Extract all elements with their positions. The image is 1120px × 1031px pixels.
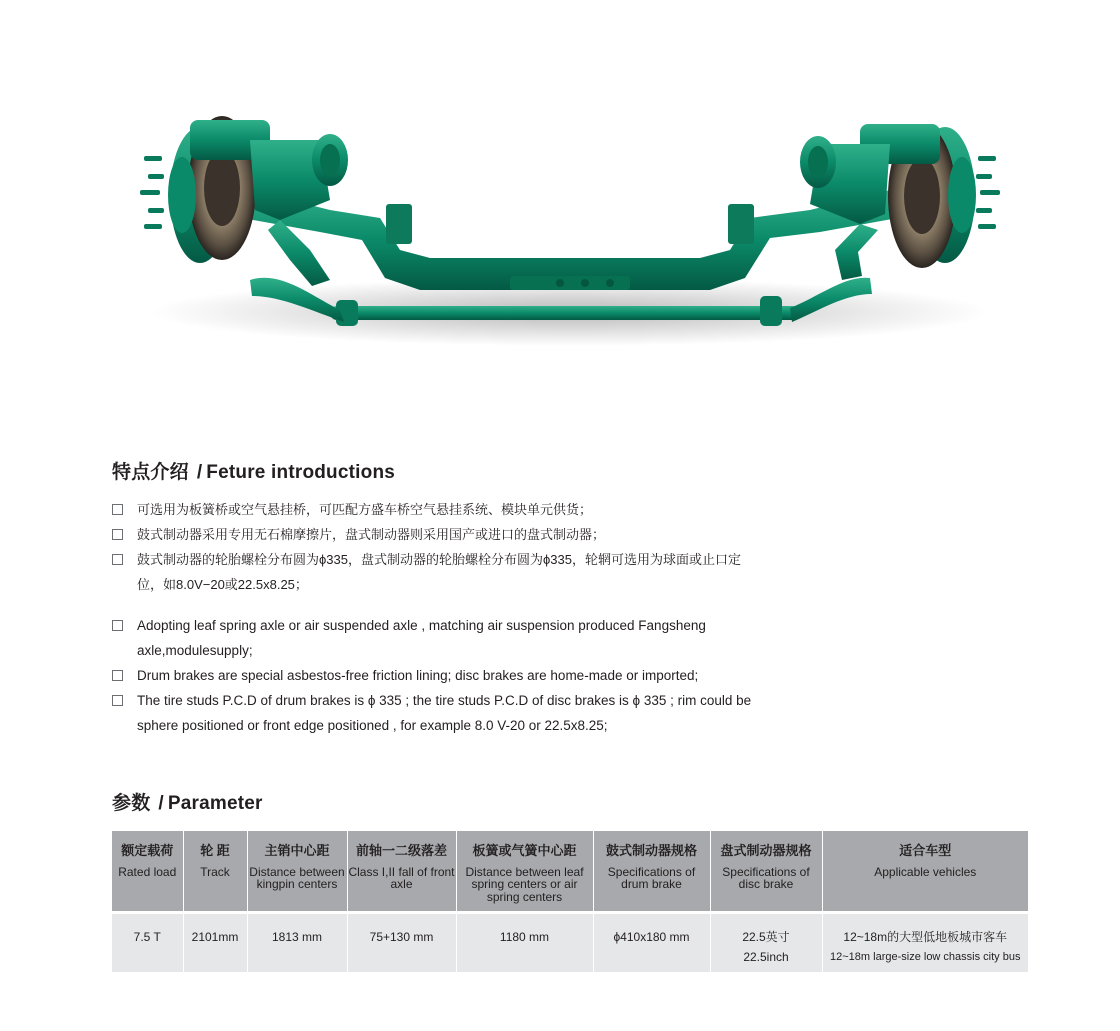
feature-text: 鼓式制动器采用专用无石棉摩擦片，盘式制动器则采用国产或进口的盘式制动器； (137, 527, 606, 542)
cell-spring-distance: 1180 mm (456, 912, 593, 972)
table-header-row (112, 831, 1028, 912)
feature-item-cn-1 (112, 497, 752, 522)
front-axle-image (130, 100, 1010, 360)
checkbox-icon (112, 620, 123, 631)
feature-item-cn-3 (112, 547, 752, 597)
feature-item-cn-2 (112, 522, 752, 547)
cell-fall: 75+130 mm (347, 912, 456, 972)
parameter-table (112, 831, 1028, 972)
feature-text: Drum brakes are special asbestos-free friction lining; disc brakes are home-made or imported; (137, 668, 699, 683)
header-spring-distance: 板簧或气簧中心距 Distance between leaf spring centers or air spring centers (456, 831, 593, 912)
features-list-cn (112, 497, 752, 597)
feature-item-en-1 (112, 613, 752, 663)
checkbox-icon (112, 554, 123, 565)
features-title-cn: 特点介绍 (112, 462, 189, 483)
disc-brake-en: 22.5inch (743, 949, 789, 964)
features-title-separator: / (196, 462, 203, 483)
parameter-title-en: Parameter (167, 793, 263, 814)
parameter-section-title (112, 788, 263, 815)
header-applicable-vehicles: 适合车型 Applicable vehicles (822, 831, 1028, 912)
parameter-title-separator: / (158, 793, 164, 814)
header-drum-brake: 鼓式制动器规格 Specifications of drum brake (593, 831, 710, 912)
vehicle-en: 12~18m large-size low chassis city bus (830, 950, 1021, 963)
header-track: 轮 距 Track (183, 831, 247, 912)
feature-text: 可选用为板簧桥或空气悬挂桥，可匹配方盛车桥空气悬挂系统、模块单元供货； (137, 502, 593, 517)
checkbox-icon (112, 504, 123, 515)
checkbox-icon (112, 529, 123, 540)
cell-rated-load: 7.5 T (112, 912, 183, 972)
cell-kingpin-distance: 1813 mm (247, 912, 347, 972)
cell-applicable-vehicles (822, 912, 1028, 972)
disc-brake-cn: 22.5英寸 (742, 929, 790, 944)
parameter-title-cn: 参数 (112, 793, 151, 814)
header-rated-load: 额定载荷 Rated load (112, 831, 183, 912)
features-title-en: Feture introductions (206, 462, 396, 483)
header-disc-brake: 盘式制动器规格 Specifications of disc brake (710, 831, 822, 912)
vehicle-cn: 12~18m的大型低地板城市客车 (843, 929, 1008, 944)
feature-text: 鼓式制动器的轮胎螺栓分布圆为ϕ335，盘式制动器的轮胎螺栓分布圆为ϕ335，轮辋可选用为球面或止口定位，如8.0V−20或22.5x8.25； (137, 552, 741, 592)
feature-item-en-2 (112, 663, 752, 688)
checkbox-icon (112, 670, 123, 681)
cell-disc-brake (710, 912, 822, 972)
feature-item-en-3 (112, 688, 752, 738)
cell-track: 2101mm (183, 912, 247, 972)
features-section-title (112, 457, 395, 484)
features-list-en (112, 613, 752, 738)
checkbox-icon (112, 695, 123, 706)
cell-drum-brake: ϕ410x180 mm (593, 912, 710, 972)
feature-text: Adopting leaf spring axle or air suspended axle , matching air suspension produced Fangsheng axle,modulesupply; (137, 618, 706, 658)
header-fall: 前轴一二级落差 Class I,II fall of front axle (347, 831, 456, 912)
header-kingpin-distance: 主销中心距 Distance between kingpin centers (247, 831, 347, 912)
table-row (112, 912, 1028, 972)
feature-text: The tire studs P.C.D of drum brakes is ϕ 335 ; the tire studs P.C.D of disc brakes is ϕ 335 ; rim could be sphere positioned or front edge positioned , for example 8.0 V-20 or 22.5x8.25; (137, 693, 752, 733)
